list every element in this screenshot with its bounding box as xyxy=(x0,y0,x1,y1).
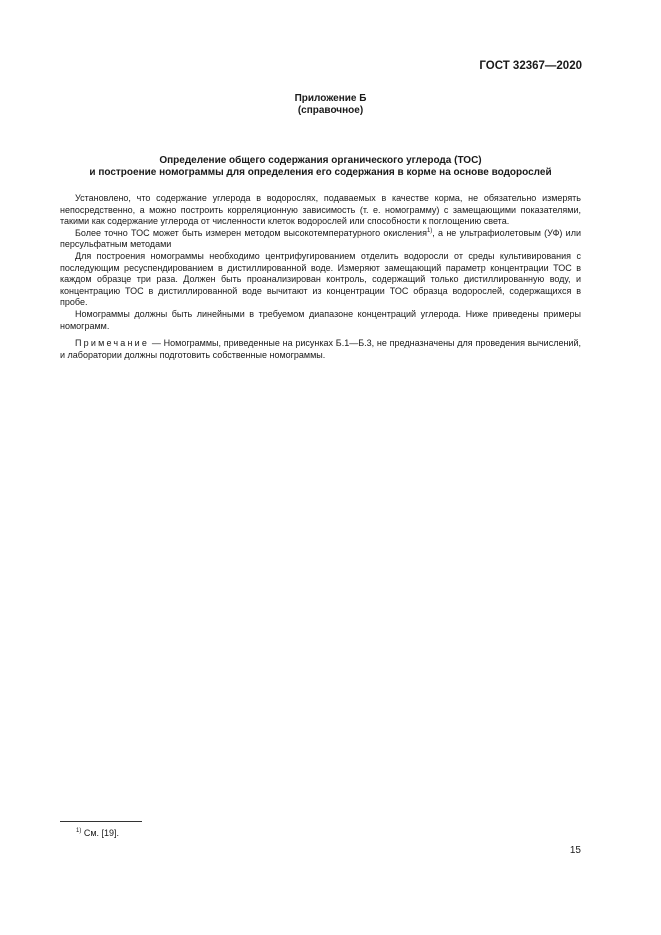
footnote-marker: 1) xyxy=(76,828,82,834)
note-text: — Номограммы, приведенные на рисунках Б.1—Б.3, не предназначены для проведения вычислений, и лаборатории должны подготовить собственные номограммы. xyxy=(60,338,581,360)
appendix-kind: (справочное) xyxy=(297,105,364,116)
appendix-heading xyxy=(0,93,661,117)
title-line-1: Определение общего содержания органического углерода (ТОС) xyxy=(159,155,482,166)
section-title xyxy=(60,155,581,179)
note xyxy=(60,338,581,361)
page-number: 15 xyxy=(569,845,581,856)
paragraph-3: Для построения номограммы необходимо центрифугированием отделить водоросли от среды культивирования с последующим ресуспендированием в дистиллированной воде. Измеряют замещающий параметр концентрации ТОС в каждом образце три раза. Должен быть проанализирован контроль, содержащий только дистиллированную воду, и концентрацию ТОС в дистиллированной воде вычитают из концентрации ТОС образца водорослей, содержащихся в пробе. xyxy=(60,250,581,308)
paragraph-1: Установлено, что содержание углерода в водорослях, подаваемых в качестве корма, не обязательно измерять непосредственно, а можно построить корреляционную зависимость (т. е. номограмму) с замещающими показателями, такими как содержание углерода от численности клеток водорослей или способности к поглощению света. xyxy=(60,193,581,227)
footnote-ref[interactable]: 1) xyxy=(426,227,433,234)
footnote-divider xyxy=(60,821,142,822)
paragraph-2-start: Более точно ТОС может быть измерен методом высокотемпературного окисления xyxy=(75,227,427,238)
note-label: Примечание xyxy=(75,338,150,349)
title-line-2: и построение номограммы для определения его содержания в корме на основе водорослей xyxy=(89,167,552,178)
footnote xyxy=(76,828,119,838)
paragraph-4: Номограммы должны быть линейными в требуемом диапазоне концентраций углерода. Ниже приведены примеры номограмм. xyxy=(60,308,581,331)
paragraph-2-end: , а не ультрафиолетовым (УФ) или персульфатным методами xyxy=(60,227,581,250)
standard-designation: ГОСТ 32367—2020 xyxy=(479,60,582,72)
footnote-text: См. [19]. xyxy=(81,828,120,838)
body-text xyxy=(60,193,581,361)
appendix-label: Приложение Б xyxy=(294,93,367,104)
paragraph-2 xyxy=(60,228,581,251)
